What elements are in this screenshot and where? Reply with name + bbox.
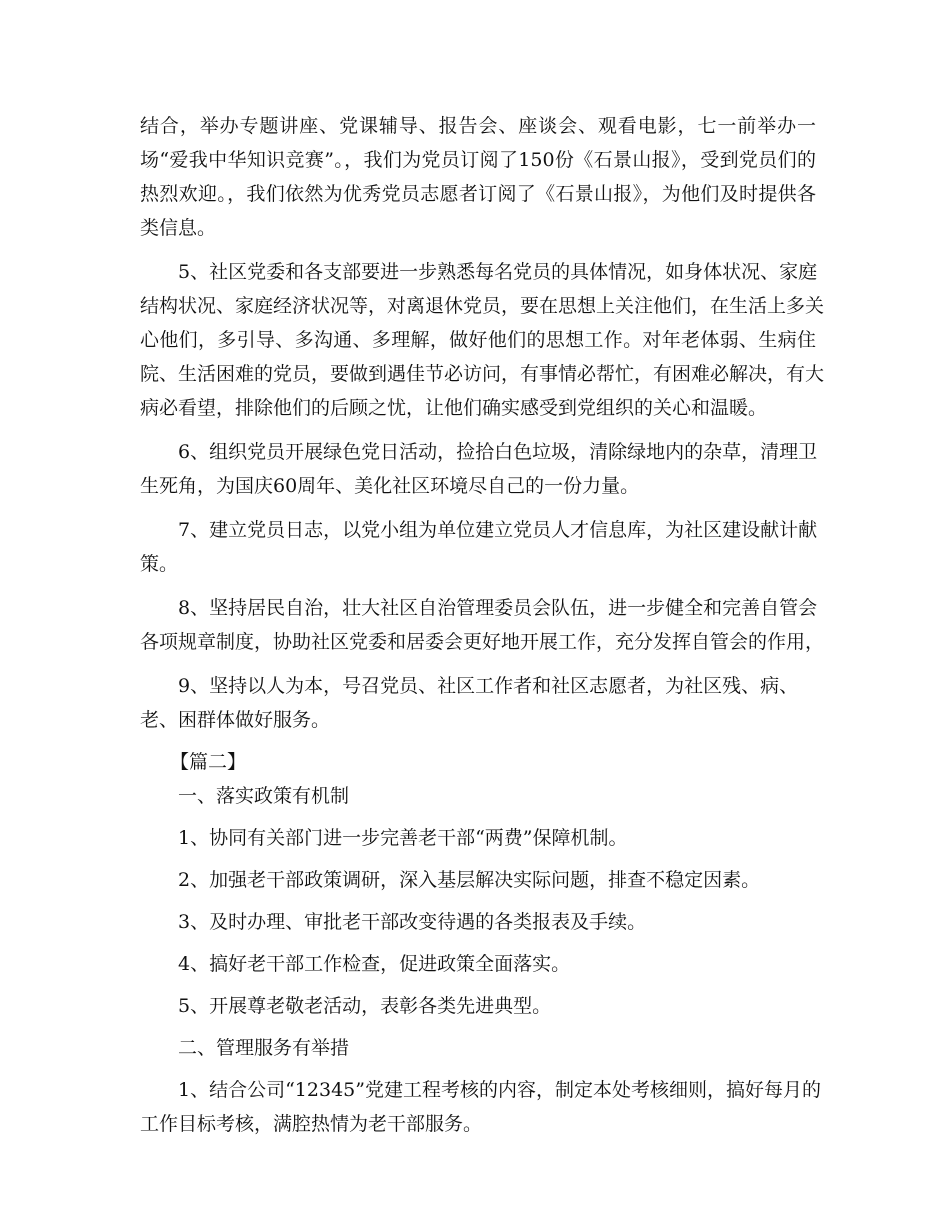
list-item: 工作目标考核，满腔热情为老干部服务。 [140,1113,483,1135]
paragraph-line: 结构状况、家庭经济状况等，对离退休党员，要在思想上关注他们，在生活上多关 [140,295,825,317]
paragraph-line: 7、建立党员日志，以党小组为单位建立党员人才信息库，为社区建设献计献 [178,519,818,541]
subheading: 一、落实政策有机制 [178,785,350,807]
paragraph-line: 8、坚持居民自治，壮大社区自治管理委员会队伍，进一步健全和完善自管会 [178,597,818,619]
paragraph-line: 生死角，为国庆60周年、美化社区环境尽自己的一份力量。 [140,475,640,497]
list-item: 4、搞好老干部工作检查，促进政策全面落实。 [178,953,571,975]
list-item: 1、协同有关部门进一步完善老干部“两费”保障机制。 [178,827,628,849]
paragraph-line: 9、坚持以人为本，号召党员、社区工作者和社区志愿者，为社区残、病、 [178,675,799,697]
list-item: 2、加强老干部政策调研，深入基层解决实际问题，排查不稳定因素。 [178,869,761,891]
paragraph-line: 类信息。 [140,217,217,239]
list-item: 5、开展尊老敬老活动，表彰各类先进典型。 [178,995,552,1017]
paragraph-line: 结合，举办专题讲座、党课辅导、报告会、座谈会、观看电影，七一前举办一 [140,115,816,137]
paragraph-line: 热烈欢迎。，我们依然为优秀党员志愿者订阅了《石景山报》，为他们及时提供各 [140,183,816,205]
paragraph-line: 老、困群体做好服务。 [140,709,331,731]
list-item: 1、结合公司“12345”党建工程考核的内容，制定本处考核细则，搞好每月的 [178,1079,821,1101]
paragraph-line: 6、组织党员开展绿色党日活动，捡拾白色垃圾，清除绿地内的杂草，清理卫 [178,441,818,463]
list-item: 3、及时办理、审批老干部改变待遇的各类报表及手续。 [178,911,647,933]
paragraph-line: 心他们，多引导、多沟通、多理解，做好他们的思想工作。对年老体弱、生病住 [140,329,816,351]
subheading: 二、管理服务有举措 [178,1037,350,1059]
paragraph-line: 策。 [140,553,179,575]
paragraph-line: 院、生活困难的党员，要做到遇佳节必访问，有事情必帮忙，有困难必解决，有大 [140,363,825,385]
paragraph-line: 5、社区党委和各支部要进一步熟悉每名党员的具体情况，如身体状况、家庭 [178,261,818,283]
paragraph-line: 场“爱我中华知识竞赛”。，我们为党员订阅了150份《石景山报》，受到党员们的 [140,149,816,171]
section-heading: 【篇二】 [170,751,247,773]
paragraph-line: 病必看望，排除他们的后顾之忧，让他们确实感受到党组织的关心和温暖。 [140,397,768,419]
paragraph-line: 各项规章制度，协助社区党委和居委会更好地开展工作，充分发挥自管会的作用， [140,631,825,653]
